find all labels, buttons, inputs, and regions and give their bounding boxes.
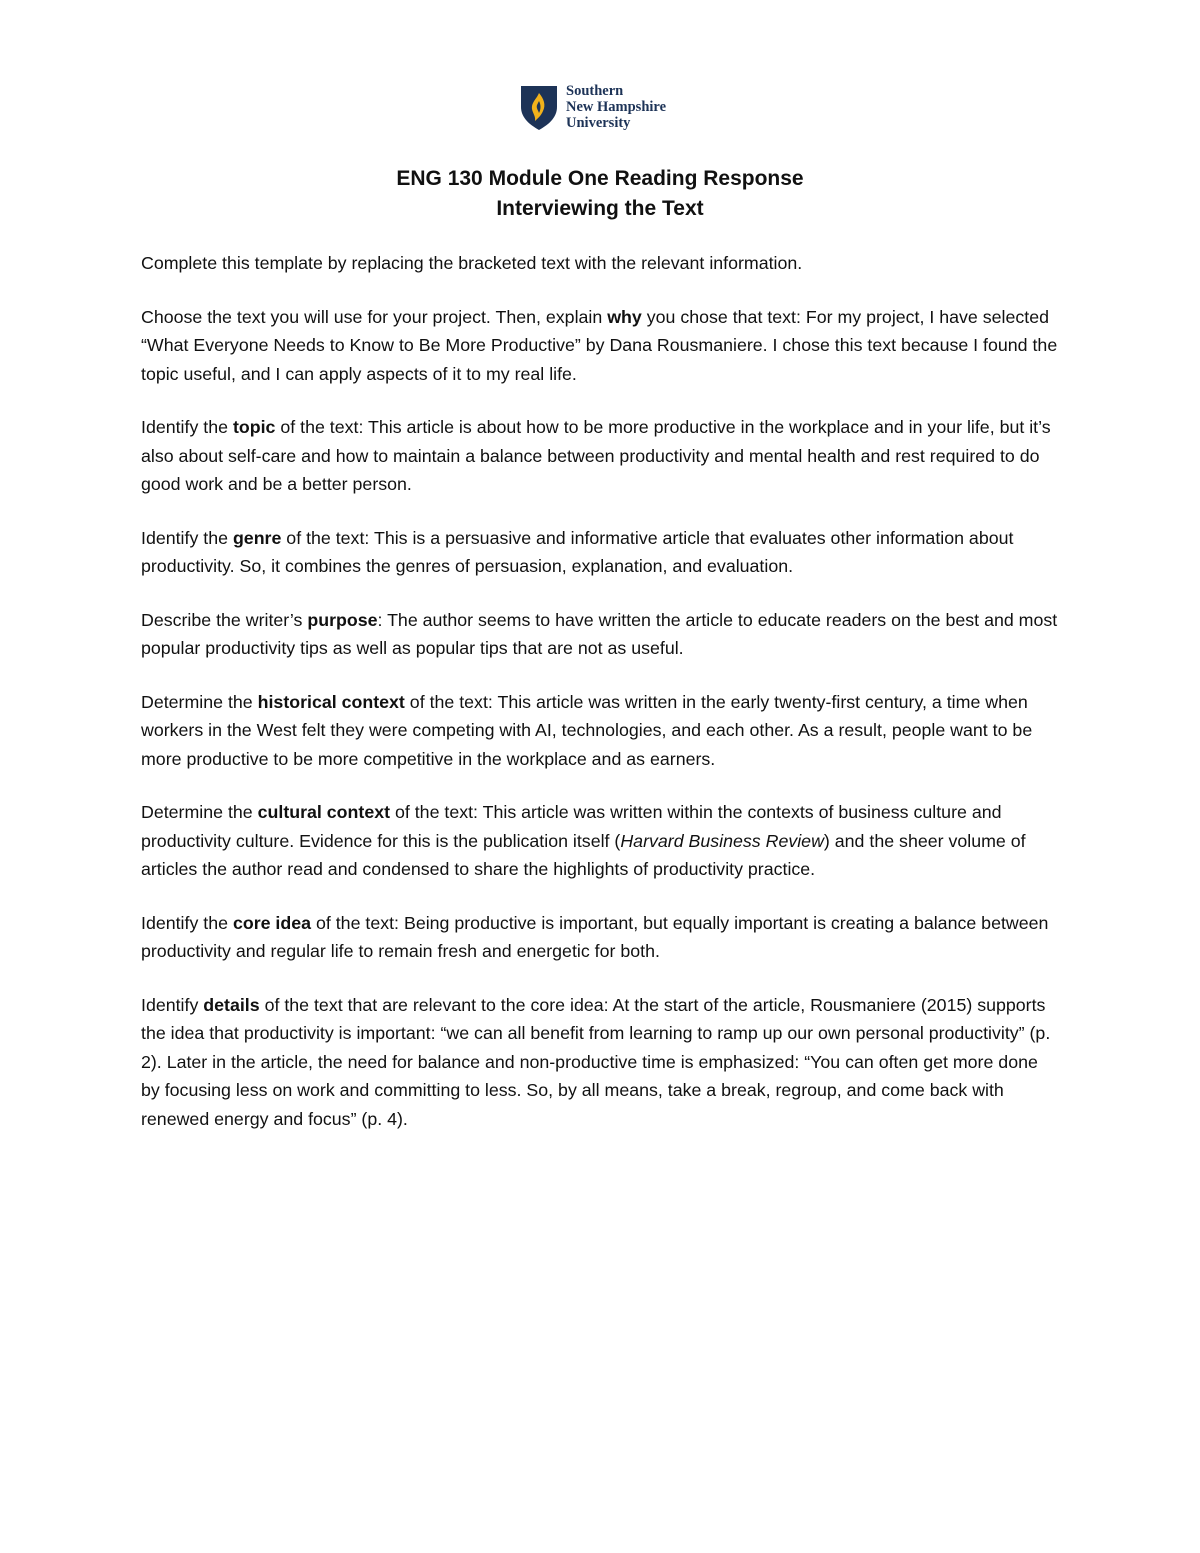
section-genre [141, 524, 1061, 581]
section-core-idea [141, 909, 1061, 966]
response-text-continued: ) and the sheer volume of articles the author read and condensed to share the highlights of productivity practice. [141, 830, 1026, 879]
response-text: This is a persuasive and informative article that evaluates other information about productivity. So, it combines the genres of persuasion, explanation, and evaluation. [141, 527, 1014, 576]
logo-line-3: University [566, 115, 631, 131]
prompt-suffix: of the text: [390, 802, 483, 822]
prompt-suffix: : [377, 609, 388, 630]
prompt-prefix: Determine the [141, 691, 258, 712]
logo-wordmark [566, 83, 666, 131]
prompt-keyword: why [607, 306, 642, 327]
section-purpose [141, 606, 1061, 663]
response-text: At the start of the article, Rousmaniere (2015) supports the idea that productivity is important: “we can all benefit from learning to ramp up our own personal productivity” (p. 2). Later in the article, the need for balance and non-productive time is emphasized: “You can often get more done by focusing less on work and committing to less. So, by all means, take a break, regroup, and come back with renewed energy and focus” (p. 4). [141, 994, 1051, 1129]
prompt-suffix: of the text: [404, 691, 498, 712]
prompt-prefix: Determine the [141, 802, 258, 822]
section-historical-context [141, 688, 1061, 774]
document-body [141, 249, 1061, 1158]
document-title [0, 164, 1200, 224]
logo-line-1: Southern [566, 83, 624, 99]
prompt-suffix: of the text: [281, 527, 374, 548]
prompt-keyword: purpose [307, 609, 378, 630]
response-text: Being productive is important, but equally important is creating a balance between productivity and regular life to remain fresh and energetic for both. [141, 912, 1049, 961]
prompt-keyword: cultural context [257, 802, 391, 822]
response-text: This article was written within the contexts of business culture and productivity culture. Evidence for this is the publication itself ( [141, 802, 1002, 851]
prompt-prefix: Identify the [141, 527, 233, 548]
prompt-suffix: you chose that text: [641, 306, 806, 327]
prompt-keyword: details [203, 994, 260, 1015]
prompt-prefix: Choose the text you will use for your project. Then, explain [141, 306, 608, 327]
response-text: This article is about how to be more productive in the workplace and in your life, but it’s also about self-care and how to maintain a balance between productivity and mental health and rest required to do good work and be a better person. [141, 417, 1051, 494]
section-cultural-context [141, 798, 1061, 884]
prompt-suffix: of the text: [275, 417, 369, 437]
prompt-prefix: Identify the [141, 912, 233, 933]
logo-line-2: New Hampshire [566, 99, 667, 115]
university-logo [520, 83, 666, 131]
prompt-keyword: core idea [232, 912, 312, 933]
title-line: ENG 130 Module One Reading Response [396, 167, 804, 190]
prompt-keyword: historical context [257, 691, 405, 712]
prompt-keyword: topic [232, 417, 276, 437]
response-text: This article was written in the early twenty-first century, a time when workers in the West felt they were competing with AI, technologies, and each other. As a result, people want to be more productive to be more competitive in the workplace and as earners. [141, 691, 1033, 769]
subtitle-line: Interviewing the Text [496, 197, 704, 220]
prompt-prefix: Describe the writer’s [141, 609, 308, 630]
response-text: For my project, I have selected “What Everyone Needs to Know to Be More Productive” by Dana Rousmaniere. I chose this text because I found the topic useful, and I can apply aspects of it to my real life. [141, 306, 1058, 384]
section-why [141, 303, 1061, 389]
prompt-prefix: Identify the [141, 417, 233, 437]
section-topic [141, 413, 1061, 499]
prompt-suffix: of the text that are relevant to the core idea: [259, 994, 613, 1015]
flame-shield-icon [520, 83, 558, 131]
prompt-suffix: of the text: [311, 912, 404, 933]
intro-paragraph: Complete this template by replacing the bracketed text with the relevant information. [141, 253, 803, 273]
prompt-keyword: genre [232, 527, 282, 548]
publication-name: Harvard Business Review [620, 830, 824, 851]
section-details [141, 991, 1061, 1134]
prompt-prefix: Identify [141, 994, 204, 1015]
response-text: The author seems to have written the article to educate readers on the best and most popular productivity tips as well as popular tips that are not as useful. [141, 609, 1058, 658]
